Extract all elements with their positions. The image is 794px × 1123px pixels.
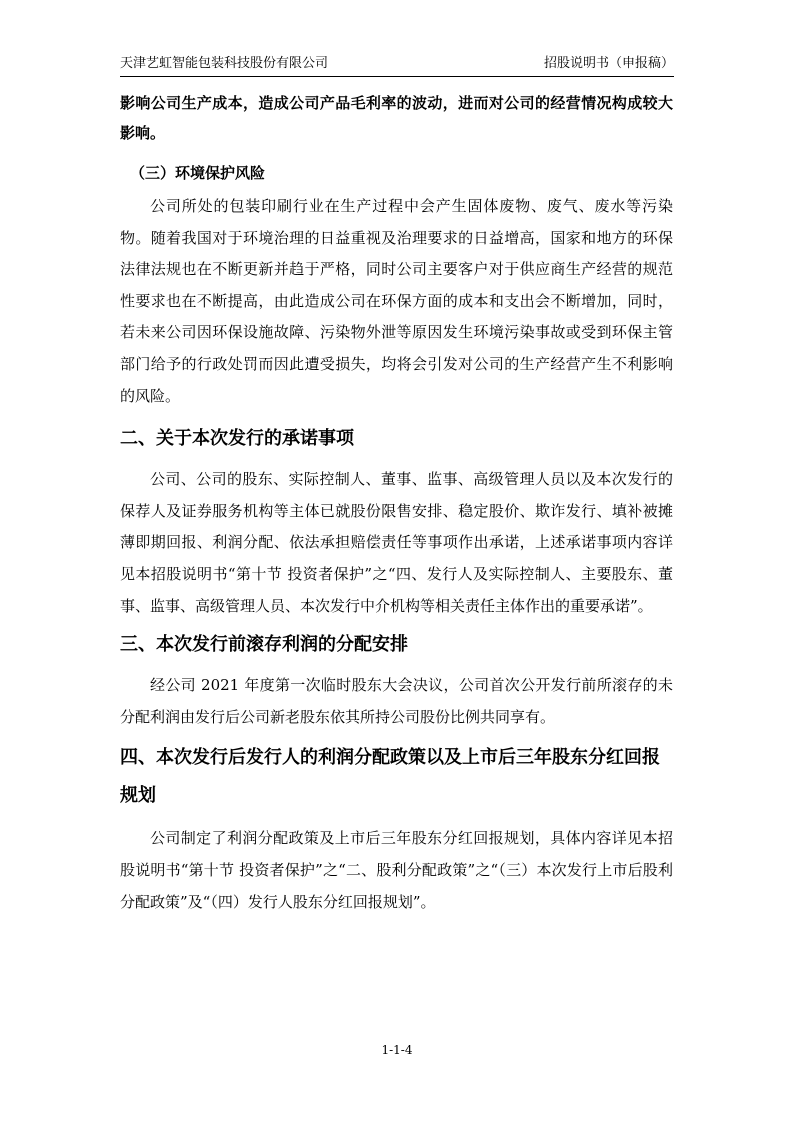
intro-bold-paragraph: 影响公司生产成本，造成公司产品毛利率的波动，进而对公司的经营情况构成较大影响。: [120, 94, 673, 142]
section-3-paragraph: 经公司 2021 年度第一次临时股东大会决议，公司首次公开发行前所滚存的未分配利润由发行后公司新老股东依其所持公司股份比例共同享有。: [120, 676, 673, 726]
page-header: [120, 52, 674, 77]
section-4-paragraph: 公司制定了利润分配政策及上市后三年股东分红回报规划，具体内容详见本招股说明书“第十节 投资者保护”之“二、股利分配政策”之“（三）本次发行上市后股利分配政策”及“（四）发行人股东分红回报规划”。: [120, 829, 673, 911]
header-document-type: 招股说明书（申报稿）: [543, 56, 674, 71]
page-content: [120, 88, 673, 918]
section-2-paragraph: 公司、公司的股东、实际控制人、董事、监事、高级管理人员以及本次发行的保荐人及证券服务机构等主体已就股份限售安排、稳定股价、欺诈发行、填补被摊薄即期回报、利润分配、依法承担赔偿责任等事项作出承诺，上述承诺事项内容详见本招股说明书“第十节 投资者保护”之“四、发行人及实际控制人、主要股东、董事、监事、高级管理人员、本次发行中介机构等相关责任主体作出的重要承诺”。: [120, 470, 673, 615]
env-risk-paragraph: 公司所处的包装印刷行业在生产过程中会产生固体废物、废气、废水等污染物。随着我国对于环境治理的日益重视及治理要求的日益增高，国家和地方的环保法律法规也在不断更新并趋于严格，同时公司主要客户对于供应商生产经营的规范性要求也在不断提高，由此造成公司在环保方面的成本和支出会不断增加，同时，若未来公司因环保设施故障、污染物外泄等原因发生环境污染事故或受到环保主管部门给予的行政处罚而因此遭受损失，均将会引发对公司的生产经营产生不利影响的风险。: [120, 197, 673, 405]
section-3-heading: 三、本次发行前滚存利润的分配安排: [120, 634, 408, 656]
page-number: 1-1-4: [381, 1043, 413, 1057]
section-4-heading: 四、本次发行后发行人的利润分配政策以及上市后三年股东分红回报规划: [120, 747, 660, 807]
section-2-heading: 二、关于本次发行的承诺事项: [120, 428, 354, 450]
env-risk-heading: （三）环境保护风险: [130, 164, 266, 182]
header-company-name: 天津艺虹智能包装科技股份有限公司: [120, 56, 329, 71]
